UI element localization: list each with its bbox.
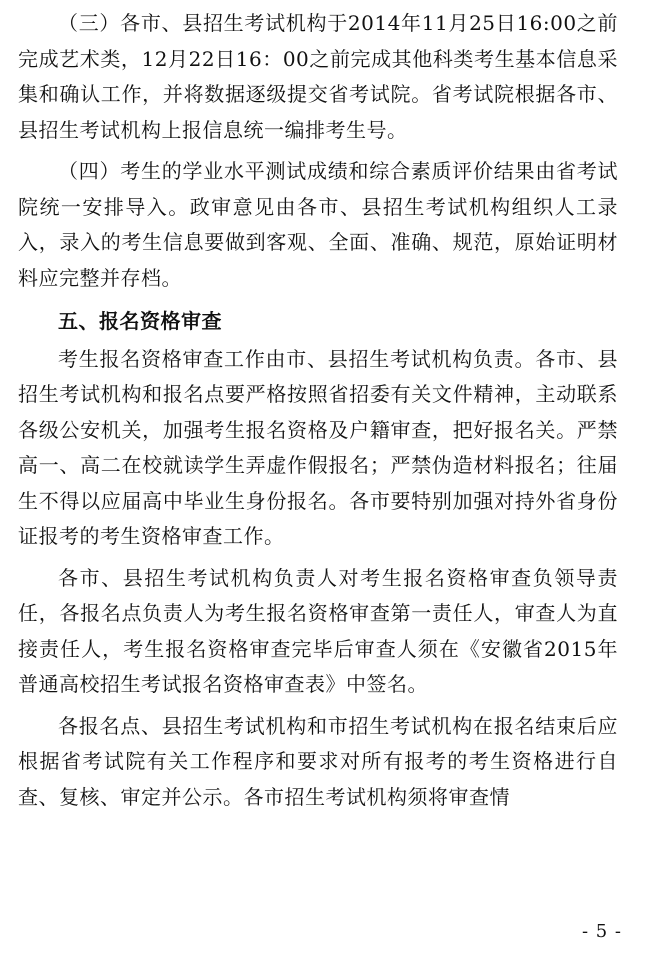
paragraph-item-3: （三）各市、县招生考试机构于2014年11月25日16:00之前完成艺术类，12月22日16：00之前完成其他科类考生基本信息采集和确认工作，并将数据逐级提交省考试院。省考试院根据各市、县招生考试机构上报信息统一编排考生号。: [18, 11, 618, 142]
paragraph-review-accountability: 各市、县招生考试机构负责人对考生报名资格审查负领导责任，各报名点负责人为考生报名资格审查第一责任人，审查人为直接责任人，考生报名资格审查完毕后审查人须在《安徽省2015年普通高校招生考试报名资格审查表》中签名。: [18, 565, 618, 696]
page-number: - 5 -: [581, 921, 622, 942]
paragraph-review-responsibility: 考生报名资格审查工作由市、县招生考试机构负责。各市、县招生考试机构和报名点要严格按照省招委有关文件精神，主动联系各级公安机关，加强考生报名资格及户籍审查，把好报名关。严禁高一、高二在校就读学生弄虚作假报名；严禁伪造材料报名；往届生不得以应届高中毕业生身份报名。各市要特别加强对持外省身份证报考的考生资格审查工作。: [18, 346, 618, 548]
paragraph-item-4: （四）考生的学业水平测试成绩和综合素质评价结果由省考试院统一安排导入。政审意见由各市、县招生考试机构组织人工录入，录入的考生信息要做到客观、全面、准确、规范，原始证明材料应完整并存档。: [18, 159, 618, 290]
section-heading-registration-review: 五、报名资格审查: [58, 309, 222, 333]
document-body: [18, 6, 618, 815]
paragraph-review-procedure: 各报名点、县招生考试机构和市招生考试机构在报名结束后应根据省考试院有关工作程序和要求对所有报考的考生资格进行自查、复核、审定并公示。各市招生考试机构须将审查情: [18, 713, 618, 809]
